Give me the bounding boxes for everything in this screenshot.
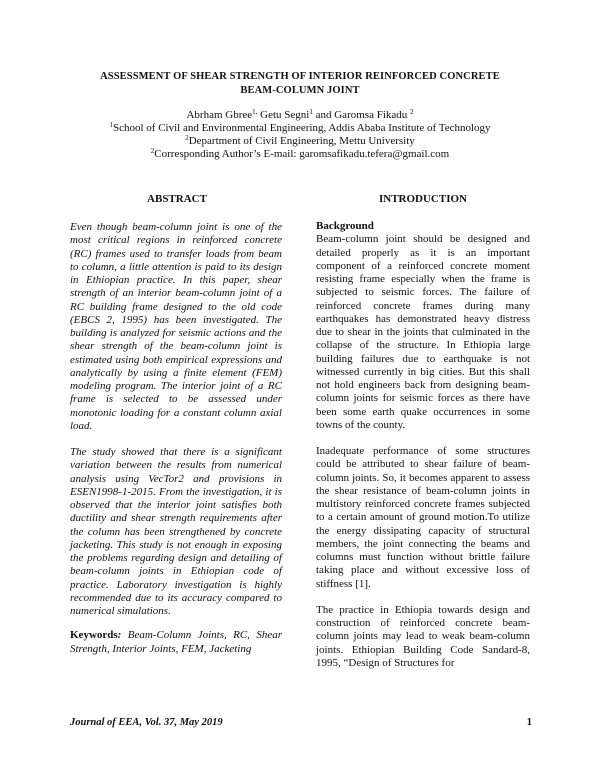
author-3: and Garomsa Fikadu — [312, 109, 408, 121]
affiliation-1 — [40, 122, 560, 135]
journal-citation: Journal of EEA, Vol. 37, May 2019 — [70, 717, 223, 728]
author-2: Getu Segni — [257, 109, 310, 121]
abstract-column — [70, 221, 282, 656]
abstract-paragraph-2: The study showed that there is a significant variation between the results from numerical analysis using VecTor2 and provisions in ESEN1998-1-2015. From the investigation, it is observed that the interior joint satisfies both ductility and shear strength requirements after the column has been strengthened by concrete jacketing. This study is not enough in exposing the problems regarding design and detailing of beam-column joints in Ethiopian code of practice. Laboratory investigation is highly recommended due to its accuracy compared to numerical simulations. — [70, 446, 282, 617]
affiliation-2-text: Department of Civil Engineering, Mettu University — [188, 135, 415, 147]
introduction-paragraph-2: Inadequate performance of some structures could be attributed to shear failure of beam-column joints. So, it becomes apparent to assess the shear resistance of beam-column joints in multistory reinforced concrete frames subjected to a certain amount of ground motion.To utilize the energy dissipating capacity of structural members, the joint connecting the beams and columns must function without brittle failure taking place and without excessive loss of stiffness [1]. — [316, 445, 530, 590]
affiliation-3-marker: 2 — [150, 147, 155, 155]
affiliation-1-marker: 1 — [109, 121, 113, 129]
introduction-column — [316, 220, 530, 670]
affiliation-3 — [40, 148, 560, 161]
title-line-1: ASSESSMENT OF SHEAR STRENGTH OF INTERIOR REINFORCED CONCRETE — [100, 71, 500, 82]
author-block — [40, 109, 560, 161]
introduction-heading: INTRODUCTION — [378, 193, 467, 205]
corresponding-author-email: Corresponding Author’s E-mail: garomsafikadu.tefera@gmail.com — [154, 148, 450, 160]
paper-title — [60, 70, 540, 98]
abstract-heading: ABSTRACT — [147, 193, 207, 205]
keywords-label: Keywords — [70, 629, 118, 642]
keywords-colon: : — [117, 629, 122, 642]
page-number: 1 — [526, 717, 532, 728]
title-line-2: BEAM-COLUMN JOINT — [240, 85, 360, 96]
background-subheading: Background — [316, 220, 374, 232]
keywords-list: Beam-Column Joints, RC, Shear Strength, Interior Joints, FEM, Jacketing — [70, 629, 282, 655]
affiliation-2-marker: 2 — [185, 134, 189, 142]
affiliation-1-text: School of Civil and Environmental Engineering, Addis Ababa Institute of Technology — [112, 122, 491, 134]
abstract-paragraph-1: Even though beam-column joint is one of the most critical regions in reinforced concrete (RC) frames used to transfer loads from beam to column, a little attention is paid to its design in Ethiopian practice. In this paper, shear strength of an interior beam-column joint of a RC building frame designed to the old code (EBCS 2, 1995) has been investigated. The building is analyzed for seismic actions and the shear strength of the beam-column joint is estimated using both empirical expressions and analytically by using a finite element (FEM) modeling program. The interior joint of a RC frame is selected to be assessed under monotonic loading for a constant column axial load. — [70, 221, 282, 432]
author-2-affil: 1 — [309, 108, 313, 116]
author-3-affil: 2 — [410, 108, 414, 116]
introduction-paragraph-1: Beam-column joint should be designed and detailed properly as it is an important component of a reinforced concrete moment resisting frame especially when the frame is subjected to seismic forces. The failure of reinforced concrete frames during many earthquakes has demonstrated heavy distress due to shear in the joints that culminated in the collapse of the structure. In Ethiopia large building failures due to earthquake is not witnessed currently in big cities. But this shall not hold engineers back from designing beam-column joints for seismic forces as there have been some earth quake occurrences in some towns of the county. — [316, 233, 530, 431]
author-line — [40, 109, 560, 122]
page-footer — [70, 717, 532, 728]
affiliation-2 — [40, 135, 560, 148]
author-1-affil: 1, — [252, 108, 258, 116]
introduction-paragraph-3: The practice in Ethiopia towards design and construction of reinforced concrete beam-column joints may lead to weak beam-column joints. Ethiopian Building Code Sandard-8, 1995, “Design of Structures for — [316, 603, 530, 669]
keywords — [70, 629, 282, 656]
author-1: Abrham Gbree — [186, 109, 253, 121]
